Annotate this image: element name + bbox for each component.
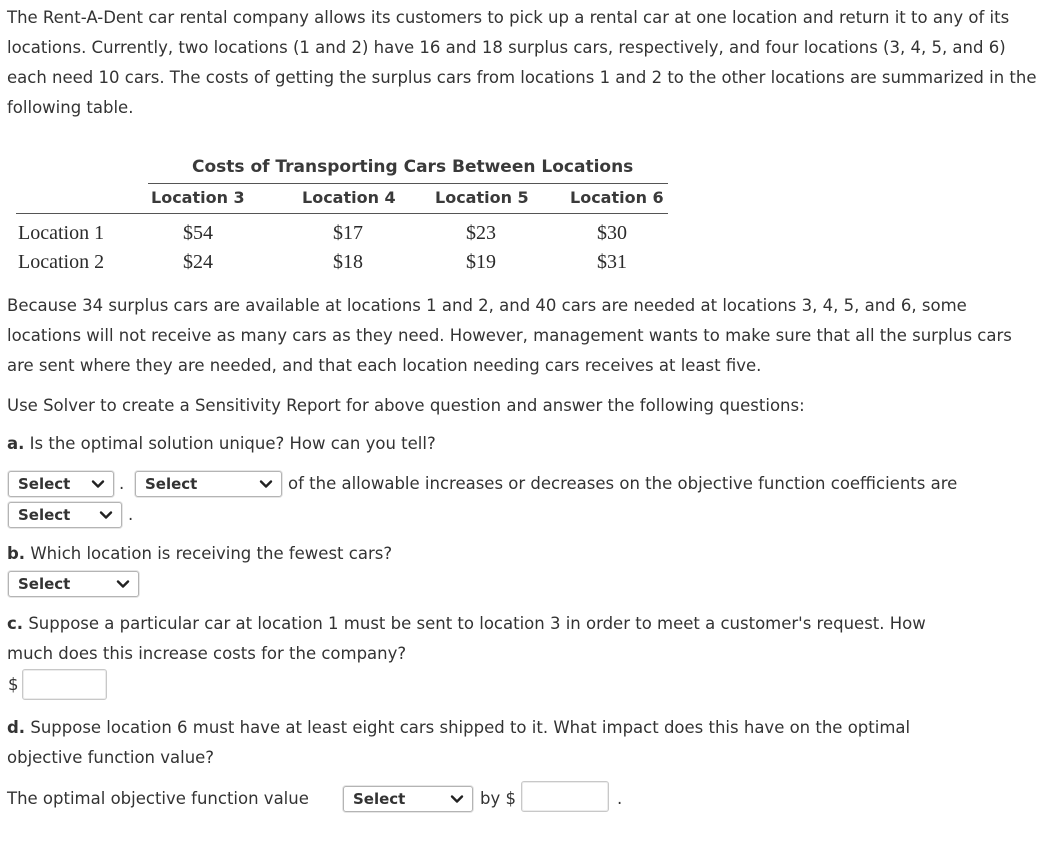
question-b-letter: b. bbox=[7, 544, 26, 563]
cell-l2-l6: $31 bbox=[597, 251, 627, 273]
table-title-rule bbox=[148, 183, 668, 184]
qb-select-value: Select bbox=[18, 575, 71, 593]
cell-l2-l4: $18 bbox=[333, 251, 363, 273]
question-c-line-1 bbox=[7, 613, 926, 635]
question-c-line-2: much does this increase costs for the company? bbox=[7, 644, 407, 663]
cell-l1-l4: $17 bbox=[333, 222, 363, 244]
cell-l2-l3: $24 bbox=[183, 251, 213, 273]
question-c-letter: c. bbox=[7, 614, 24, 633]
cell-l2-l5: $19 bbox=[466, 251, 496, 273]
question-a-text: Is the optimal solution unique? How can you tell? bbox=[29, 434, 436, 453]
col-header-location-3: Location 3 bbox=[151, 188, 245, 207]
qd-select[interactable] bbox=[343, 786, 473, 812]
qa-period-1: . bbox=[119, 474, 125, 493]
cell-l1-l6: $30 bbox=[597, 222, 627, 244]
intro-paragraph: The Rent-A-Dent car rental company allows its customers to pick up a rental car at one location and return it to any of its locations. Currently, two locations (1 and 2) have 16 and 18 surplus cars, respectively, and four locations (3, 4, 5, and 6) each need 10 cars. The costs of getting the surplus cars from locations 1 and 2 to the other locations are summarized in the following table. bbox=[7, 8, 1037, 117]
question-c-text-1: Suppose a particular car at location 1 must be sent to location 3 in order to meet a customer's request. How bbox=[28, 614, 926, 633]
question-d-letter: d. bbox=[7, 718, 26, 737]
row-label-location-1: Location 1 bbox=[18, 222, 105, 244]
chevron-down-icon bbox=[450, 792, 464, 806]
qd-select-value: Select bbox=[353, 790, 406, 808]
qa-select-2[interactable] bbox=[135, 471, 282, 497]
chevron-down-icon bbox=[259, 477, 273, 491]
table-title: Costs of Transporting Cars Between Locations bbox=[192, 157, 634, 177]
cost-table bbox=[0, 155, 700, 280]
chevron-down-icon bbox=[91, 477, 105, 491]
row-label-location-2: Location 2 bbox=[18, 251, 105, 273]
question-d-text-1: Suppose location 6 must have at least eight cars shipped to it. What impact does this have on the optimal bbox=[30, 718, 911, 737]
qc-answer-input[interactable] bbox=[22, 669, 107, 700]
qc-currency-symbol: $ bbox=[8, 675, 19, 694]
qb-select[interactable] bbox=[8, 571, 139, 597]
question-a-letter: a. bbox=[7, 434, 25, 453]
qd-answer-input[interactable] bbox=[521, 781, 609, 812]
chevron-down-icon bbox=[116, 577, 130, 591]
col-header-location-5: Location 5 bbox=[435, 188, 529, 207]
qa-select-2-value: Select bbox=[145, 475, 198, 493]
cell-l1-l5: $23 bbox=[466, 222, 496, 244]
instruction-text: Use Solver to create a Sensitivity Report for above question and answer the following questions: bbox=[7, 396, 805, 415]
chevron-down-icon bbox=[99, 508, 113, 522]
question-d-line-1 bbox=[7, 717, 910, 739]
qa-sentence: of the allowable increases or decreases on the objective function coefficients are bbox=[288, 474, 958, 493]
col-header-location-4: Location 4 bbox=[302, 188, 396, 207]
qa-select-3-value: Select bbox=[18, 506, 71, 524]
question-b bbox=[7, 543, 392, 565]
body-paragraph: Because 34 surplus cars are available at locations 1 and 2, and 40 cars are needed at locations 3, 4, 5, and 6, some locations will not receive as many cars as they need. However, management wants to make sure that all the surplus cars are sent where they are needed, and that each location needing cars receives at least five. bbox=[7, 296, 1012, 375]
question-d-line-2: objective function value? bbox=[7, 748, 215, 767]
cell-l1-l3: $54 bbox=[183, 222, 213, 244]
question-a bbox=[7, 433, 436, 455]
qd-by-label: by $ bbox=[480, 789, 516, 808]
qd-period: . bbox=[617, 789, 623, 808]
qd-prefix: The optimal objective function value bbox=[7, 789, 309, 808]
col-header-location-6: Location 6 bbox=[570, 188, 664, 207]
qa-select-1-value: Select bbox=[18, 475, 71, 493]
qa-period-2: . bbox=[128, 505, 134, 524]
qa-select-1[interactable] bbox=[8, 471, 114, 497]
table-header-rule bbox=[16, 213, 668, 214]
qa-select-3[interactable] bbox=[8, 502, 122, 528]
question-b-text: Which location is receiving the fewest cars? bbox=[30, 544, 393, 563]
